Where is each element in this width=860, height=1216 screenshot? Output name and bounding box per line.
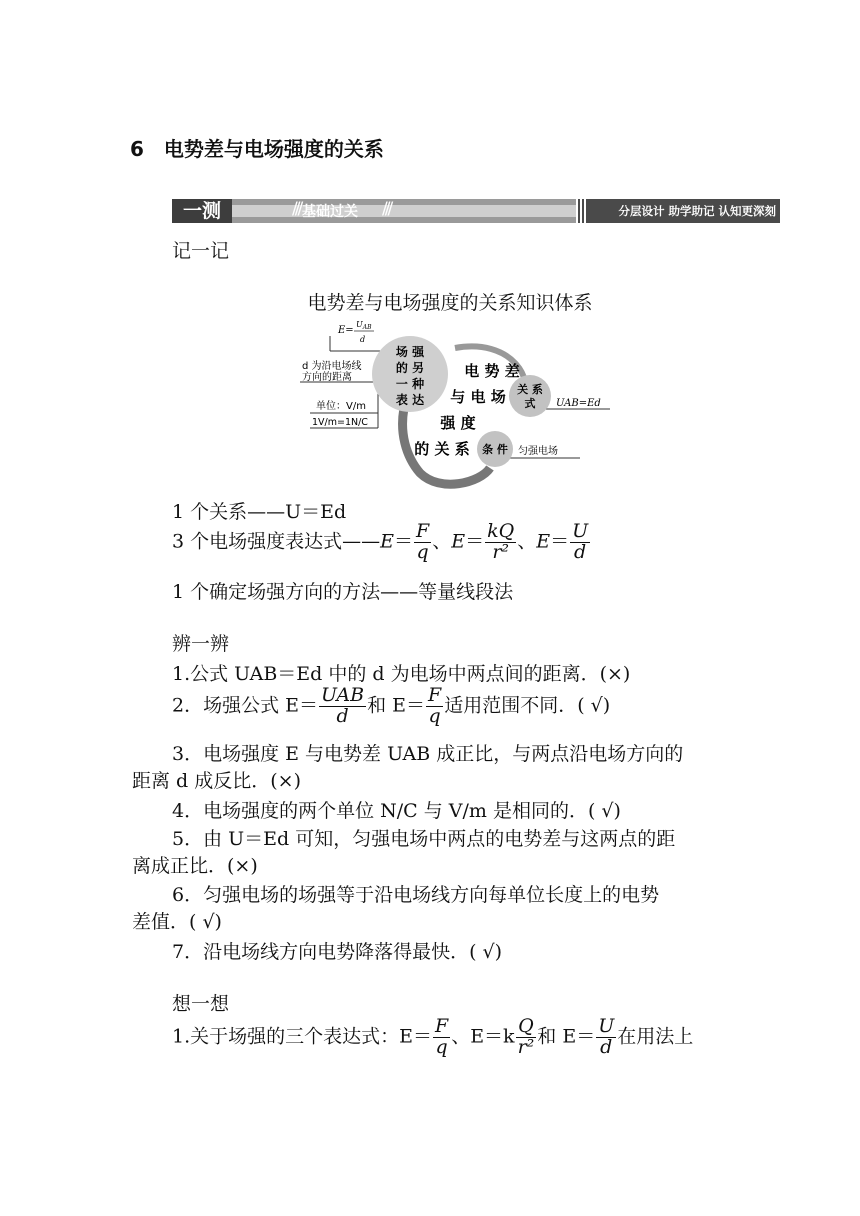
discern-item-3a: 3．电场强度 E 与电势差 UAB 成正比，与两点沿电场方向的 [172, 743, 684, 765]
banner-label: 一测 [172, 199, 232, 223]
bubble-relation [509, 375, 551, 417]
diagram-formula-den: d [360, 335, 366, 344]
section-discern: 辨一辨 [172, 633, 230, 655]
fraction-U-d: $\frac{U}{d}$ [598, 1015, 615, 1058]
think-question-1: 1.关于场强的三个表达式：E＝ $\frac{F}{q}$ 、E＝k $\frac{Q}{\text{r²}}$ 和 E＝ $\frac{U}{d}$ 在用法上 [172, 1015, 694, 1058]
discern-item-6b: 差值．( √) [132, 911, 222, 933]
center-line: 强 度 [440, 414, 476, 432]
banner-slogan: 分层设计 助学助记 认知更深刻 [576, 199, 780, 223]
banner-bars [576, 199, 588, 223]
section-title-text: 电势差与电场强度的关系 [163, 137, 384, 161]
discern-item-3b: 距离 d 成反比．(×) [132, 770, 301, 792]
d-desc-1: d 为沿电场线 [302, 361, 362, 372]
fraction-U-d: $\frac{U}{d}$ [572, 520, 589, 563]
fraction-UAB-d: $\frac{\text{UAB}}{d}$ [321, 684, 365, 727]
summary-line-3: 1 个确定场强方向的方法——等量线段法 [172, 581, 514, 603]
section-banner [172, 199, 780, 223]
fraction-F-q: $\frac{F}{q}$ [428, 684, 442, 727]
bubble-left-line: 表 达 [395, 393, 425, 407]
condition-text: 匀强电场 [518, 446, 558, 457]
section-number: 6 [130, 137, 144, 161]
fraction-F-q: $\frac{F}{q}$ [435, 1015, 449, 1058]
center-line: 与 电 场 [450, 388, 506, 406]
diagram-heading: 电势差与电场强度的关系知识体系 [307, 292, 593, 314]
summary-line-1: 1 个关系——U＝Ed [172, 501, 347, 523]
fraction-Q-r2: $\frac{Q}{\text{r²}}$ [517, 1015, 535, 1058]
center-line: 的 关 系 [414, 440, 470, 458]
section-think: 想一想 [172, 993, 230, 1015]
summary-l2-prefix: 3 个电场强度表达式—— [172, 530, 381, 553]
discern-item-2: 2．场强公式 E＝ $\frac{\text{UAB}}{d}$ 和 E＝ $\frac{F}{q}$ 适用范围不同．( √) [172, 684, 611, 727]
banner-subtitle: 基础过关 [302, 204, 358, 220]
bubble-left-line: 一 种 [395, 377, 425, 391]
unit-label: 单位：V/m [316, 401, 366, 412]
section-title [130, 133, 384, 162]
discern-item-5b: 离成正比．(×) [132, 855, 258, 877]
relation-formula: UAB=Ed [556, 398, 601, 409]
bubble-relation-line: 关 系 [517, 383, 543, 396]
center-line: 电 势 差 [464, 362, 520, 380]
bubble-left-line: 的 另 [395, 361, 425, 375]
diagram-formula-lhs: E= [338, 325, 354, 336]
knowledge-diagram [290, 318, 620, 490]
discern-item-4: 4．电场强度的两个单位 N/C 与 V/m 是相同的．( √) [172, 800, 621, 822]
fraction-F-q: $\frac{F}{q}$ [416, 520, 430, 563]
slash-decoration: /// [382, 199, 391, 219]
bubble-condition-text: 条 件 [482, 443, 508, 456]
bubble-left-line: 场 强 [395, 345, 425, 359]
bubble-relation-line: 式 [524, 397, 536, 410]
discern-item-7: 7．沿电场线方向电势降落得最快．( √) [172, 941, 503, 963]
discern-item-1: 1.公式 UAB＝Ed 中的 d 为电场中两点间的距离．(×) [172, 663, 631, 685]
discern-item-5a: 5．由 U＝Ed 可知，匀强电场中两点的电势差与这两点的距 [172, 828, 676, 850]
discern-item-6a: 6．匀强电场的场强等于沿电场线方向每单位长度上的电势 [172, 884, 660, 906]
d-desc-2: 方向的距离 [302, 372, 352, 383]
section-remember: 记一记 [172, 240, 230, 262]
summary-line-2: 3 个电场强度表达式——E＝ $\frac{F}{q}$ 、E＝ $\frac{kQ}{\text{r²}}$ 、E＝ $\frac{U}{d}$ [172, 520, 589, 563]
unit-equation: 1V/m=1N/C [312, 417, 368, 428]
diagram-formula-num: $U_{AB}$ [356, 320, 372, 331]
fraction-kQ-r2: $\frac{kQ}{\text{r²}}$ [487, 520, 515, 563]
slash-decoration: /// [292, 199, 301, 219]
